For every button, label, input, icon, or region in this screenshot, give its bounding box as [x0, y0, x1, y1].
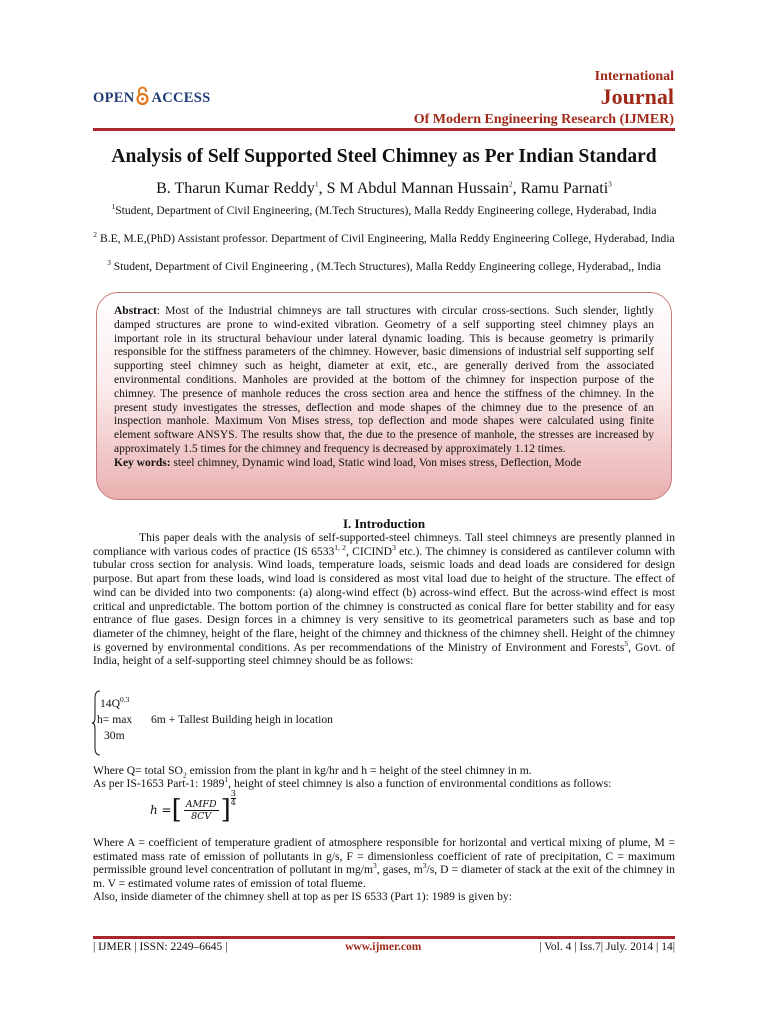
masthead-journal: Journal — [600, 84, 674, 109]
affiliation-1-text: Student, Department of Civil Engineering, (M.Tech Structures), Malla Reddy Engineering college, Hyderabad, India — [115, 204, 657, 217]
equation-case-1-sup: 0.3 — [119, 695, 130, 705]
as-per-line — [93, 777, 675, 791]
abstract-box — [96, 292, 672, 500]
open-access-lock-icon — [136, 86, 149, 111]
equation-case-2: 6m + Tallest Building heigh in location — [151, 713, 333, 726]
affiliation-1-sup: 1 — [111, 202, 116, 212]
affiliation-2-text: B.E, M.E,(PhD) Assistant professor. Department of Civil Engineering, Malla Reddy Engineering College, Hyderabad, India — [97, 232, 675, 245]
header-rule — [93, 128, 675, 131]
footer-right: | Vol. 4 | Iss.7| July. 2014 | 14| — [539, 941, 675, 953]
intro-sup-a: 1, 2 — [334, 542, 346, 552]
keywords — [114, 457, 654, 471]
footer-website-link[interactable]: www.ijmer.com — [345, 941, 422, 953]
author-3-sup: 3 — [608, 179, 612, 189]
abstract-text: : Most of the Industrial chimneys are tall structures with circular cross-sections. Such slender, lightly damped structures are prone to wind-exited vibration. Geometry of a self supporting steel chimney plays an important role in its structural behaviour under lateral dynamic loading. This is because geometry is primarily responsible for the stiffness parameters of the chimney. However, basic dimensions of industrial self supporting self supporting steel chimney such as height, diameter at exit, etc., are generally derived from the associated environmental conditions. Manholes are provided at the bottom of the chimney for inspection purpose of the chimney. The presence of manhole reduces the cross section area and hence the stiffness of the chimney. In the present study investigates the stresses, deflection and mode shapes of the chimney due to the presence of an inspection manhole. Maximum Von Mises stress, top deflection and mode shapes were calculated using finite element software ANSYS. The results show that, the due to the presence of manhole, the stresses are increased by approximately 1.5 times for the chimney and frequency is decreased by approximately 1.12 times. — [114, 305, 654, 455]
formula-denominator: 8CV — [191, 810, 212, 822]
where-a-text-c: /s, D = diameter of stack at the exit of the chimney in m. V = estimated volume rates of emission of total flueme. — [93, 863, 675, 891]
formula-exponent — [231, 790, 236, 807]
formula-exponent-numerator: 3 — [230, 788, 236, 798]
also-line: Also, inside diameter of the chimney shell at top as per IS 6533 (Part 1): 1989 is given by: — [93, 890, 512, 903]
author-2-sup: 2 — [508, 179, 513, 189]
masthead-international: International — [594, 69, 674, 84]
affiliation-1 — [93, 204, 675, 218]
affiliation-2-sup: 2 — [93, 230, 98, 240]
intro-text-b: , CICIND — [345, 544, 393, 558]
intro-text-d: , Govt. of India, height of a self-supporting steel chimney should be as follows: — [93, 640, 675, 668]
author-1-sup: 1 — [314, 179, 319, 189]
equation-case-1 — [100, 697, 129, 710]
footer-rule — [93, 936, 675, 939]
affiliation-2 — [93, 232, 675, 246]
where-q-sub: 2 — [182, 770, 187, 780]
masthead-subtitle: Of Modern Engineering Research (IJMER) — [413, 112, 674, 127]
section-heading: I. Introduction — [342, 516, 426, 531]
intro-text-a: This paper deals with the analysis of self-supported-steel chimneys. Tall steel chimneys are presently planned in compliance with various codes of practice (IS 6533 — [93, 531, 675, 558]
equation-case-3: 30m — [104, 729, 125, 742]
where-q-text-b: emission from the plant in kg/hr and h = height of the steel chimney in m. — [186, 764, 532, 777]
where-a-text-a: Where A = coefficient of temperature gradient of atmosphere responsible for horizontal and vertical mixing of plume, M = estimated mass rate of emission of pollutants in g/s, F = dimensionless coefficient of rate of precipitation, C = maximum permissible ground level concentration of pollutant in mg/m — [93, 836, 675, 877]
affiliation-3-sup: 3 — [107, 258, 111, 268]
author-3: , Ramu Parnati — [512, 180, 609, 197]
footer-left: | IJMER | ISSN: 2249–6645 | — [93, 941, 228, 953]
formula-exponent-denominator: 4 — [230, 797, 236, 807]
keywords-label: Key words: — [114, 456, 171, 469]
access-label: ACCESS — [151, 90, 211, 106]
equation-hmax: h= max — [97, 713, 133, 726]
formula-fraction — [184, 799, 219, 822]
where-q-line — [93, 764, 675, 778]
equation-case-1-text: 14Q — [100, 697, 120, 710]
author-1: B. Tharun Kumar Reddy — [156, 180, 315, 197]
page-footer — [93, 941, 675, 953]
abstract-body — [114, 305, 654, 457]
formula-lhs: h = — [150, 803, 172, 817]
open-access-logo — [93, 86, 211, 111]
formula-left-bracket: [ — [171, 795, 182, 825]
where-a-sup-1: 3 — [373, 861, 377, 871]
intro-text-c: etc.). The chimney is considered as cantilever column with tubular cross section for analysis. Wind loads, temperature loads, seismic loads and dead loads are considered for design purpose. But apart from these loads, wind load is considered as most vital load due to height of the structure. The effect of wind can be divided into two components: (a) along-wind effect (b) across-wind effect. But the across-wind effect is most critical and unpredictable. The bottom portion of the chimney is constructed as conical flare for better stability and for easy entrance of flue gases. Design forces in a chimney is very sensitive to its geometrical parameters such as base and top diameter of the chimney, height of the flare, height of the chimney and thickness of the chimney shell. Height of the chimney is governed by environmental conditions. As per recommendations of the Ministry of Environment and Forests — [93, 544, 676, 654]
as-per-sup: 1 — [224, 775, 229, 785]
intro-sup-c: 5 — [624, 638, 629, 648]
open-label: OPEN — [93, 90, 135, 106]
where-a-paragraph — [93, 836, 675, 891]
formula-numerator: AMFD — [185, 798, 217, 810]
affiliation-3 — [93, 260, 675, 274]
as-per-text-a: As per IS-1653 Part-1: 1989 — [93, 777, 225, 790]
abstract-label: Abstract — [114, 305, 157, 317]
keywords-text: steel chimney, Dynamic wind load, Static wind load, Von mises stress, Deflection, Mode — [170, 456, 582, 469]
intro-sup-b: 3 — [392, 542, 396, 552]
formula-right-bracket: ] — [220, 795, 231, 825]
height-formula — [150, 790, 236, 830]
as-per-text-b: , height of steel chimney is also a function of environmental conditions as follows: — [228, 777, 612, 790]
affiliation-3-text: Student, Department of Civil Engineering , (M.Tech Structures), Malla Reddy Engineering college, Hyderabad,, India — [110, 260, 661, 273]
where-a-sup-2: 3 — [422, 861, 427, 871]
where-a-text-b: , gases, m — [376, 863, 423, 877]
author-list — [0, 180, 768, 198]
author-2: , S M Abdul Mannan Hussain — [318, 180, 509, 197]
journal-masthead — [414, 68, 674, 128]
where-q-text-a: Where Q= total SO — [93, 764, 183, 777]
paper-title: Analysis of Self Supported Steel Chimney as Per Indian Standard — [111, 146, 657, 167]
intro-paragraph — [93, 531, 675, 668]
